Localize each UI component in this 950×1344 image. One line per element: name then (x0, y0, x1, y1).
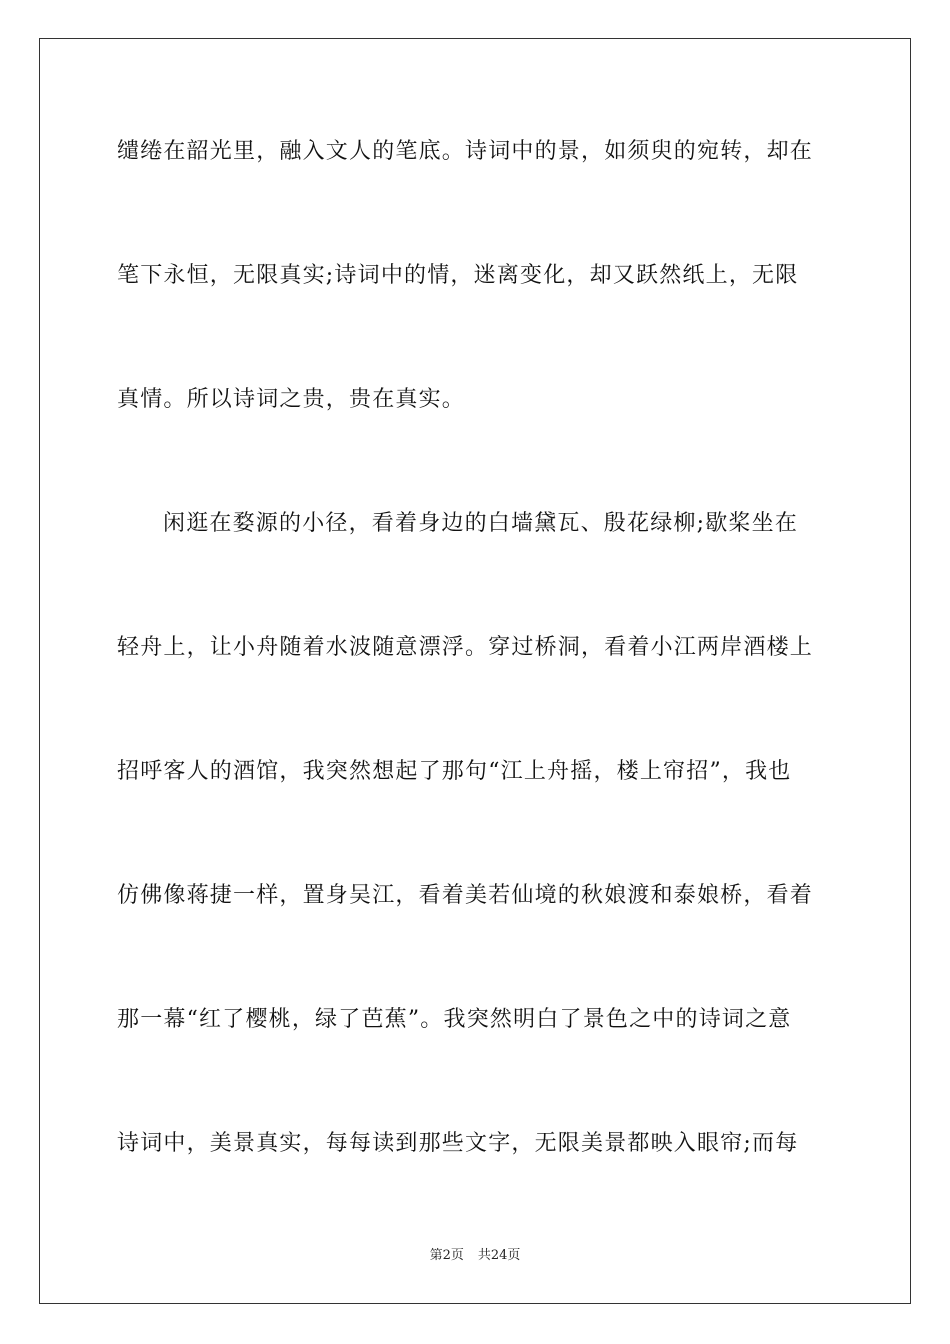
page-footer (0, 1247, 950, 1265)
page-number: 第2页 (429, 1248, 464, 1263)
text-line: 缱绻在韶光里，融入文人的笔底。诗词中的景，如须臾的宛转，却在 (117, 139, 814, 164)
text-line: 仿佛像蒋捷一样，置身吴江，看着美若仙境的秋娘渡和泰娘桥，看着 (117, 883, 814, 908)
text-line: 笔下永恒，无限真实;诗词中的情，迷离变化，却又跃然纸上，无限 (117, 263, 799, 288)
text-line: 那一幕“红了樱桃，绿了芭蕉”。我突然明白了景色之中的诗词之意 (117, 1007, 792, 1032)
page-border (39, 38, 911, 1304)
page-total: 共24页 (477, 1248, 521, 1263)
text-line: 真情。所以诗词之贵，贵在真实。 (117, 387, 466, 412)
text-line: 轻舟上，让小舟随着水波随意漂浮。穿过桥洞，看着小江两岸酒楼上 (117, 635, 814, 660)
paragraph-first-line: 闲逛在婺源的小径，看着身边的白墙黛瓦、殷花绿柳;歇桨坐在 (163, 511, 799, 536)
text-line: 招呼客人的酒馆，我突然想起了那句“江上舟摇，楼上帘招”，我也 (117, 759, 792, 784)
text-line: 诗词中，美景真实，每每读到那些文字，无限美景都映入眼帘;而每 (117, 1131, 799, 1156)
